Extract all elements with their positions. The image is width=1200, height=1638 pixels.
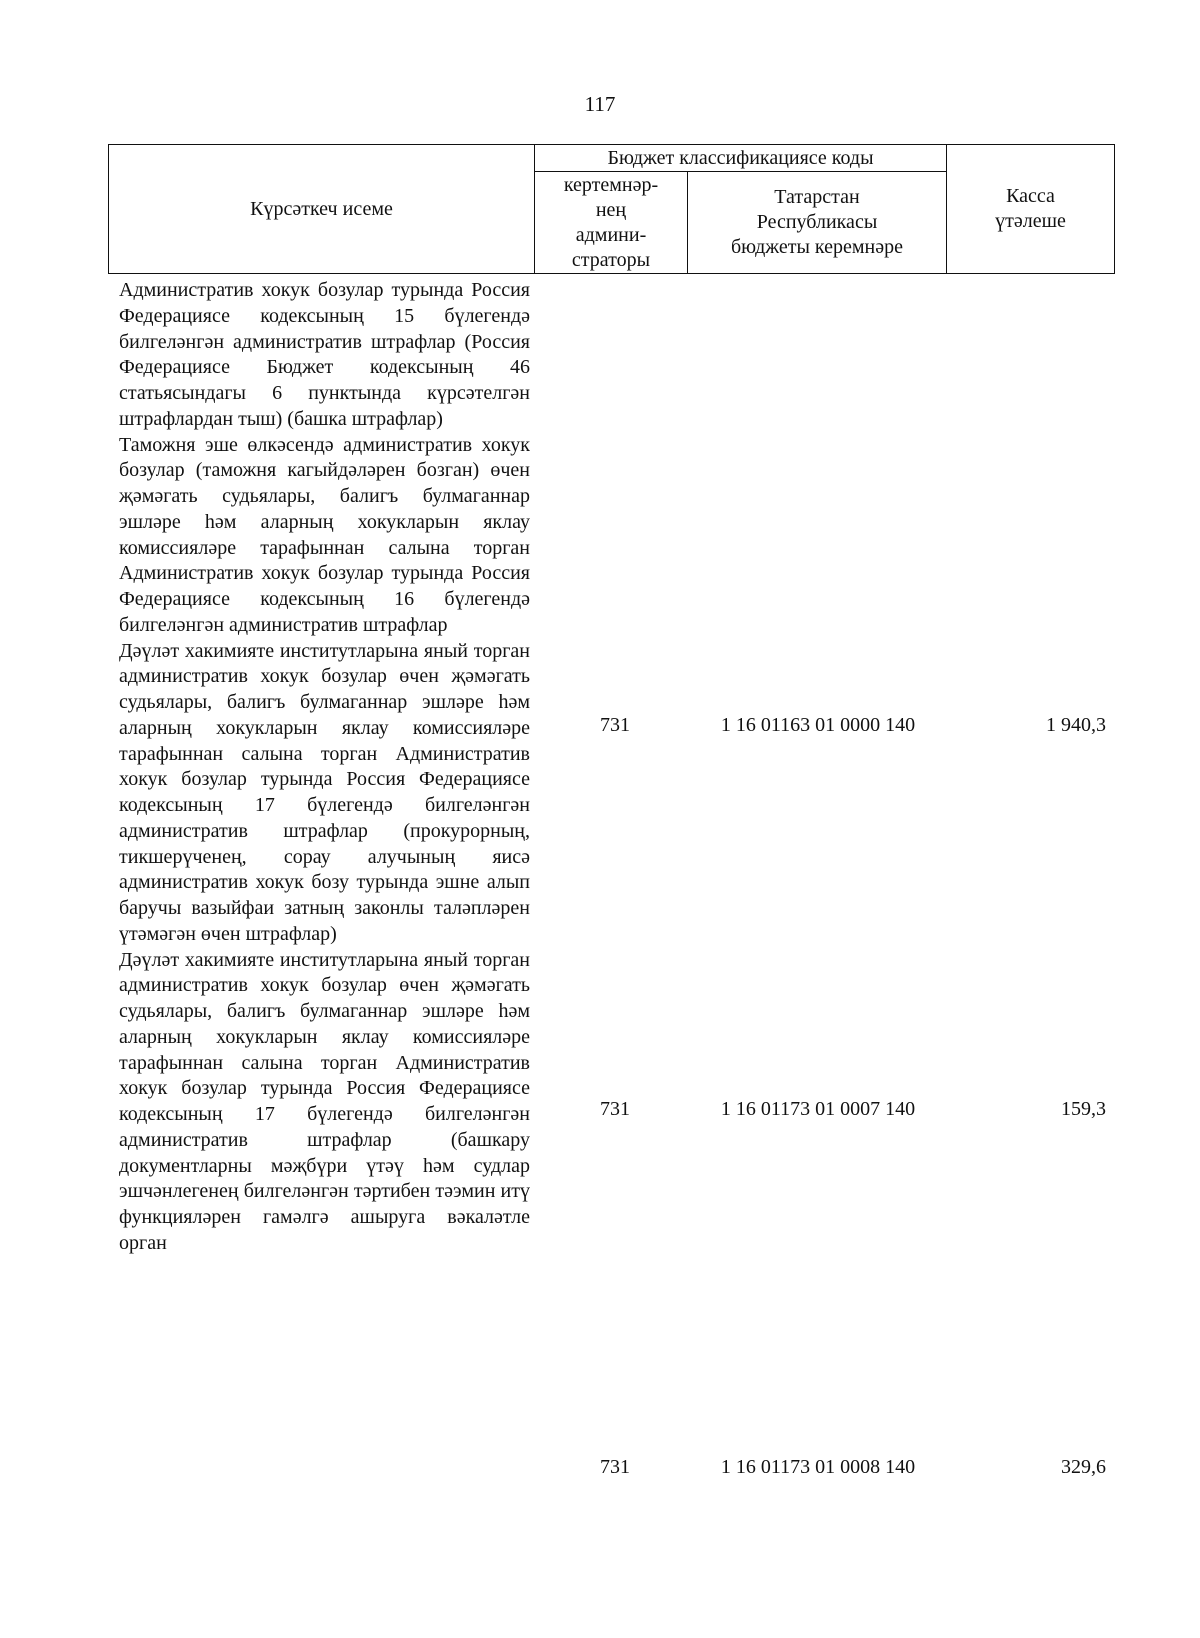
header-administrators [535, 172, 688, 274]
page-number: 117 [584, 92, 616, 116]
header-indicator-name [109, 145, 535, 274]
row-admin-code: 731 [600, 1456, 630, 1478]
row-name: Таможня эше өлкәсендә административ хокук бозулар (таможня кагыйдәләрен бозган) өчен җәмәгать судьялары, балигъ булмаганнар эшләре һәм аларның хокукларын яклау комиссияләре тарафыннан салына торган Административ хокук бозулар турында Россия Федерациясе кодексының 16 бүлегендә билгеләнгән административ штрафлар [119, 433, 530, 636]
header-cash-execution [947, 145, 1115, 274]
row-amount: 159,3 [1061, 1098, 1106, 1120]
row-admin-code: 731 [600, 1098, 630, 1120]
header-revenue-code-label: Татарстан Республикасы бюджеты керемнәре [731, 186, 903, 258]
row-name: Административ хокук бозулар турында Россия Федерациясе кодексының 15 бүлегендә билгеләнгән административ штрафлар (Россия Федерациясе Бюджет кодексының 46 статьясындагы 6 пунктында күрсәтелгән штрафлардан тыш) (башка штрафлар) [119, 279, 530, 430]
row-revenue-code: 1 16 01163 01 0000 140 [720, 714, 916, 736]
header-revenue-code [688, 172, 947, 274]
header-indicator-label: Күрсәткеч исеме [250, 197, 393, 220]
row-name: Дәүләт хакимияте институтларына яный торган административ хокук бозулар өчен җәмәгать судьялары, балигъ булмаганнар эшләре һәм аларның хокукларын яклау комиссияләре тарафыннан салына торган Административ хокук бозулар турында Россия Федерациясе кодексының 17 бүлегендә билгеләнгән административ штрафлар (прокурорның, тикшерүченең, сорау алучының яисә административ хокук бозу турында эшне алып баручы вазыйфаи затның законлы таләпләрен үтәмәгән өчен штрафлар) [119, 639, 530, 945]
row-name: Дәүләт хакимияте институтларына яный торган административ хокук бозулар өчен җәмәгать судьялары, балигъ булмаганнар эшләре һәм аларның хокукларын яклау комиссияләре тарафыннан салына торган Административ хокук бозулар турында Россия Федерациясе кодексының 17 бүлегендә билгеләнгән административ штрафлар (башкару документларны мәҗбүри үтәү һәм судлар эшчәнлегенең билгеләнгән тәртибен тәэмин итү функцияләрен гамәлгә ашыруга вәкаләтле орган [119, 948, 530, 1254]
header-administrators-label: кертемнәр- нең админи- страторы [563, 173, 659, 271]
row-admin-code: 731 [600, 714, 630, 736]
table-header [108, 144, 1115, 274]
header-cash-execution-label: Касса үтәлеше [995, 185, 1066, 232]
header-budget-code-group [535, 145, 947, 172]
row-amount: 1 940,3 [1046, 714, 1106, 736]
row-revenue-code: 1 16 01173 01 0007 140 [720, 1098, 916, 1120]
indicator-names-column [119, 278, 530, 1257]
row-revenue-code: 1 16 01173 01 0008 140 [720, 1456, 916, 1478]
row-amount: 329,6 [1061, 1456, 1106, 1478]
header-budget-code-label: Бюджет классификациясе коды [607, 147, 874, 169]
